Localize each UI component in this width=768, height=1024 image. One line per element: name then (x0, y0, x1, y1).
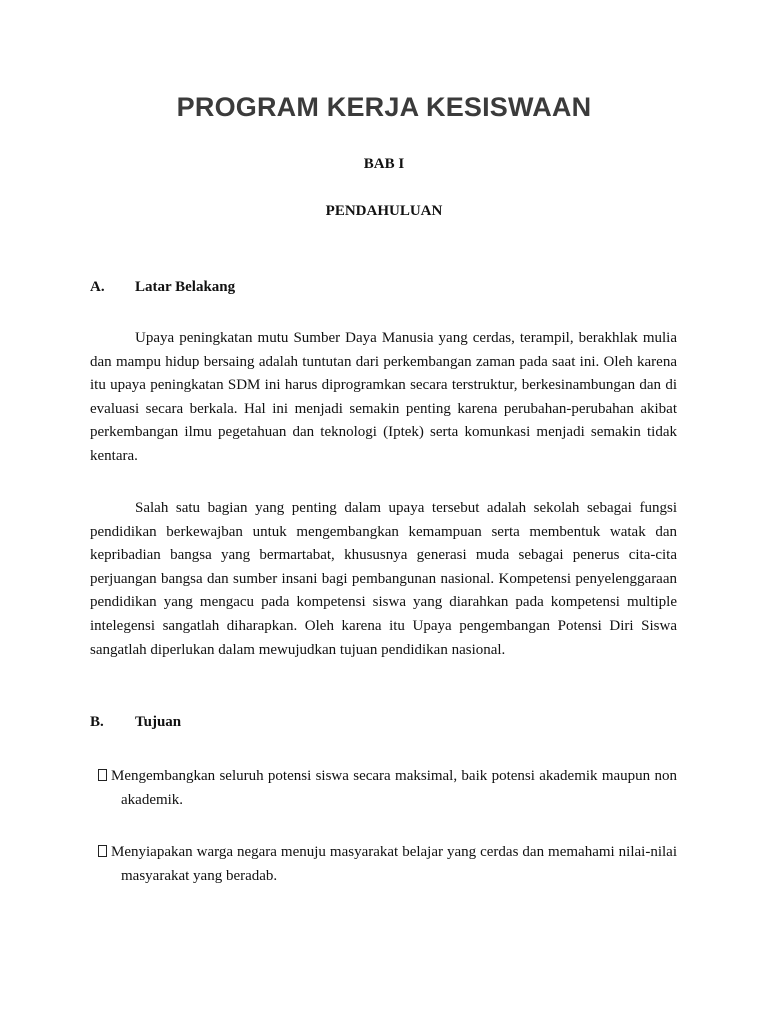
section-title: Latar Belakang (135, 279, 236, 295)
section-heading-tujuan (90, 714, 181, 731)
paragraph: Salah satu bagian yang penting dalam upaya tersebut adalah sekolah sebagai fungsi pendidikan berkewajban untuk mengembangkan kemampuan serta membentuk watak dan kepribadian bangsa yang bermartabat, khususnya generasi muda sebagai penerus cita-cita perjuangan bangsa dan sumber insani bagi pembangunan nasional. Kompetensi penyelenggaraan pendidikan yang mengacu pada kompetensi siswa yang diarahkan pada kompetensi multiple intelegensi sangatlah diharapkan. Oleh karena itu Upaya pengembangan Potensi Diri Siswa sangatlah diperlukan dalam mewujudkan tujuan pendidikan nasional. (90, 500, 677, 658)
section-letter: A. (90, 279, 105, 295)
missing-glyph-box-icon (98, 845, 107, 857)
chapter-title: PENDAHULUAN (325, 203, 443, 219)
paragraph: Upaya peningkatan mutu Sumber Daya Manusia yang cerdas, terampil, berakhlak mulia dan mampu hidup bersaing adalah tuntutan dari perkembangan zaman pada saat ini. Oleh karena itu upaya peningkatan SDM ini harus diprogramkan secara terstruktur, berkesinambungan dan di evaluasi secara berkala. Hal ini menjadi semakin penting karena perubahan-perubahan akibat perkembangan ilmu pegetahuan dan teknologi (Iptek) serta komunkasi menjadi semakin tidak kentara. (90, 330, 677, 464)
section-letter: B. (90, 714, 104, 730)
list-item-text: Mengembangkan seluruh potensi siswa secara maksimal, baik potensi akademik maupun non akademik. (111, 768, 677, 808)
chapter-number: BAB I (363, 156, 405, 172)
missing-glyph-box-icon (98, 769, 107, 781)
document-title: PROGRAM KERJA KESISWAAN (176, 92, 592, 122)
list-item (98, 840, 677, 888)
section-heading-latar-belakang (90, 279, 235, 296)
section-title: Tujuan (135, 714, 182, 730)
list-item (98, 764, 677, 812)
list-item-text: Menyiapakan warga negara menuju masyarakat belajar yang cerdas dan memahami nilai-nilai masyarakat yang beradab. (111, 844, 677, 884)
